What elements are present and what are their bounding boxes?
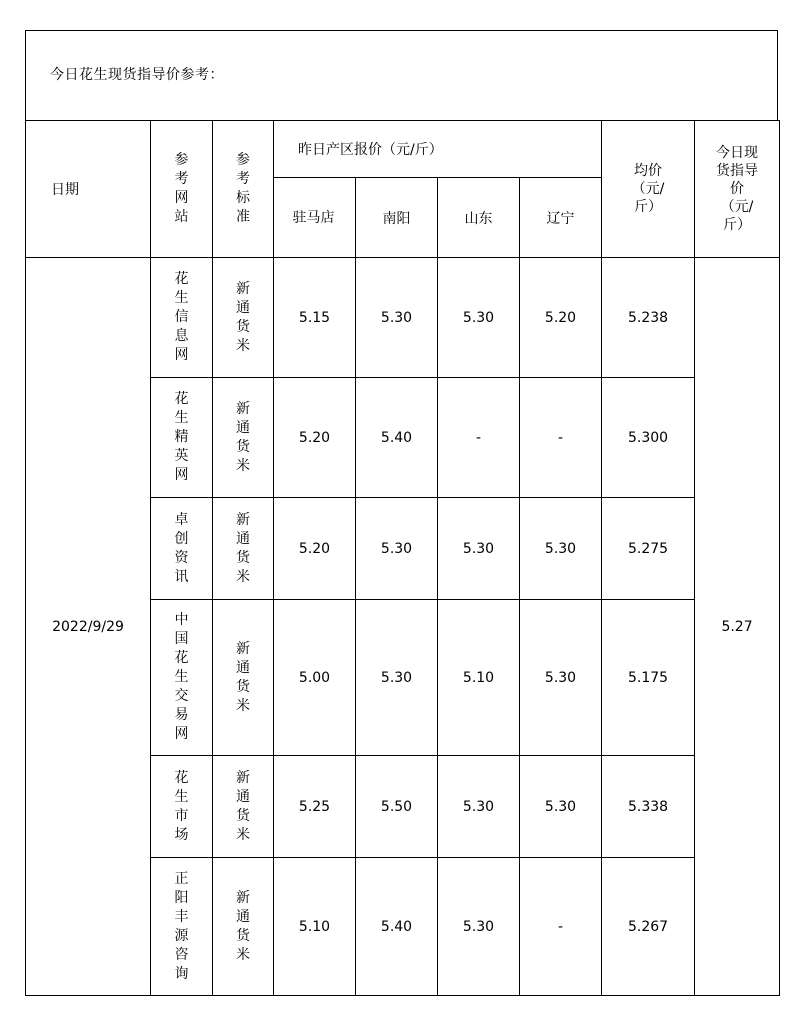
price-zhumadian: 5.20 [274, 378, 356, 498]
price-nanyang: 5.30 [356, 600, 438, 756]
price-liaoning: - [520, 858, 602, 996]
standard-cell: 新通货米 [213, 498, 274, 600]
site-cell: 花生精英网 [151, 378, 213, 498]
standard-cell: 新通货米 [213, 600, 274, 756]
price-nanyang: 5.30 [356, 498, 438, 600]
site-cell: 中国花生交易网 [151, 600, 213, 756]
standard-cell: 新通货米 [213, 378, 274, 498]
price-zhumadian: 5.25 [274, 756, 356, 858]
header-region-shandong: 山东 [438, 178, 520, 258]
header-average: 均价（元/斤） [602, 121, 695, 258]
price-table [25, 120, 780, 996]
price-shandong: 5.30 [438, 258, 520, 378]
today-price-cell: 5.27 [695, 258, 780, 996]
site-cell: 花生信息网 [151, 258, 213, 378]
average-price: 5.175 [602, 600, 695, 756]
site-cell: 花生市场 [151, 756, 213, 858]
header-today-guide: 今日现货指导价（元/斤） [695, 121, 780, 258]
price-liaoning: 5.30 [520, 600, 602, 756]
header-site: 参考网站 [151, 121, 213, 258]
price-nanyang: 5.40 [356, 378, 438, 498]
price-nanyang: 5.30 [356, 258, 438, 378]
standard-cell: 新通货米 [213, 258, 274, 378]
average-price: 5.238 [602, 258, 695, 378]
price-zhumadian: 5.20 [274, 498, 356, 600]
price-zhumadian: 5.00 [274, 600, 356, 756]
caption-text: 今日花生现货指导价参考： [50, 67, 224, 83]
price-liaoning: 5.30 [520, 756, 602, 858]
header-row-1 [26, 121, 780, 178]
average-price: 5.275 [602, 498, 695, 600]
average-price: 5.338 [602, 756, 695, 858]
price-liaoning: - [520, 378, 602, 498]
site-cell: 卓创资讯 [151, 498, 213, 600]
price-nanyang: 5.40 [356, 858, 438, 996]
price-nanyang: 5.50 [356, 756, 438, 858]
price-zhumadian: 5.15 [274, 258, 356, 378]
caption-box [25, 30, 778, 121]
header-region-liaoning: 辽宁 [520, 178, 602, 258]
price-shandong: - [438, 378, 520, 498]
table-row [26, 258, 780, 378]
price-shandong: 5.30 [438, 858, 520, 996]
document-frame [25, 30, 779, 997]
header-region-nanyang: 南阳 [356, 178, 438, 258]
price-liaoning: 5.20 [520, 258, 602, 378]
price-zhumadian: 5.10 [274, 858, 356, 996]
standard-cell: 新通货米 [213, 858, 274, 996]
price-shandong: 5.30 [438, 498, 520, 600]
header-date: 日期 [26, 121, 151, 258]
price-shandong: 5.30 [438, 756, 520, 858]
site-cell: 正阳丰源咨询 [151, 858, 213, 996]
price-liaoning: 5.30 [520, 498, 602, 600]
header-region-zhumadian: 驻马店 [274, 178, 356, 258]
date-cell: 2022/9/29 [26, 258, 151, 996]
header-standard: 参考标准 [213, 121, 274, 258]
price-shandong: 5.10 [438, 600, 520, 756]
header-yesterday-group: 昨日产区报价（元/斤） [274, 121, 602, 178]
average-price: 5.267 [602, 858, 695, 996]
standard-cell: 新通货米 [213, 756, 274, 858]
average-price: 5.300 [602, 378, 695, 498]
